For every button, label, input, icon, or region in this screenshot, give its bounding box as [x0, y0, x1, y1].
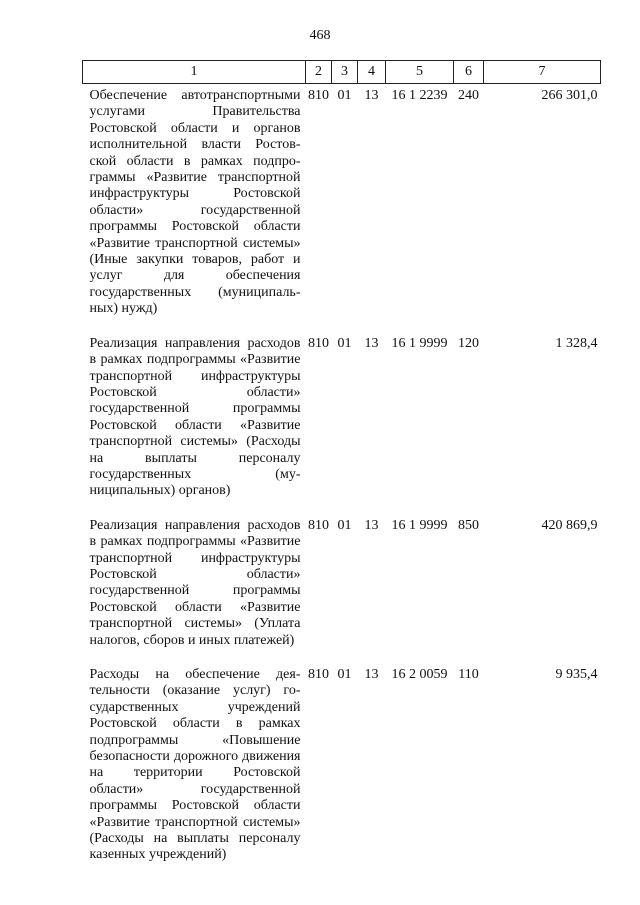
- header-col-1: 1: [83, 61, 306, 84]
- table-header-row: [83, 61, 601, 84]
- header-col-4: 4: [358, 61, 386, 84]
- header-col-7: 7: [484, 61, 601, 84]
- table-row: [83, 332, 601, 514]
- row-section-code: 01: [337, 88, 352, 103]
- row-amount: 9 935,4: [555, 667, 598, 682]
- row-ministry-code: 810: [308, 335, 329, 351]
- row-target-article: 16 1 9999: [391, 335, 448, 351]
- row-ministry-code: 810: [308, 517, 329, 533]
- row-subsection-code: 13: [364, 335, 379, 351]
- row-description: Расходы на обеспечение деятельности (оказание услуг) государственных учреждений Ростовской области в рамках подпрограммы «Повышение безопасности дорожного движения на территории Ростовской области» государственной программы Ростовской области «Развитие транспортной системы» (Расходы на выплаты персоналу казенных учреждений): [89, 667, 301, 863]
- row-amount: 420 869,9: [541, 517, 598, 533]
- row-target-article: 16 2 0059: [391, 667, 448, 682]
- row-ministry-code: 810: [308, 88, 329, 103]
- budget-table: [82, 60, 601, 878]
- page-number: 468: [309, 28, 331, 43]
- row-subsection-code: 13: [364, 517, 379, 533]
- row-target-article: 16 1 2239: [391, 88, 448, 103]
- header-col-6: 6: [454, 61, 484, 84]
- row-amount: 1 328,4: [555, 335, 598, 351]
- table-row: [83, 514, 601, 663]
- row-subsection-code: 13: [364, 88, 379, 103]
- row-target-article: 16 1 9999: [391, 517, 448, 533]
- row-expense-type: 850: [458, 517, 479, 533]
- row-ministry-code: 810: [308, 667, 329, 682]
- row-section-code: 01: [337, 667, 352, 682]
- row-section-code: 01: [337, 335, 352, 351]
- row-section-code: 01: [337, 517, 352, 533]
- row-expense-type: 110: [458, 667, 479, 682]
- table-row: [83, 663, 601, 878]
- row-expense-type: 240: [458, 88, 479, 103]
- row-description: Реализация направления расходов в рамках подпрограммы «Развитие транспортной инфраструктуры Ростовской области» государственной программы Ростовской области «Развитие транспортной системы» (Расходы на выплаты персоналу государственных (муниципальных) органов): [89, 335, 301, 499]
- header-col-3: 3: [332, 61, 358, 84]
- row-description: Реализация направления расходов в рамках подпрограммы «Развитие транспортной инфраструктуры Ростовской области» государственной программы Ростовской области «Развитие транспортной системы» (Уплата налогов, сборов и иных платежей): [89, 517, 301, 648]
- header-col-2: 2: [306, 61, 332, 84]
- row-subsection-code: 13: [364, 667, 379, 682]
- table-row: [83, 84, 601, 332]
- header-col-5: 5: [386, 61, 454, 84]
- row-amount: 266 301,0: [541, 88, 598, 103]
- row-expense-type: 120: [458, 335, 479, 351]
- row-description: Обеспечение автотранспортными услугами Правительства Ростовской области и органов исполнительной власти Ростовской области в рамках подпрограммы «Развитие транспортной инфраструктуры Ростовской области» государственной программы Ростовской области «Развитие транспортной системы» (Иные закупки товаров, работ и услуг для обеспечения государственных (муниципальных) нужд): [89, 88, 301, 317]
